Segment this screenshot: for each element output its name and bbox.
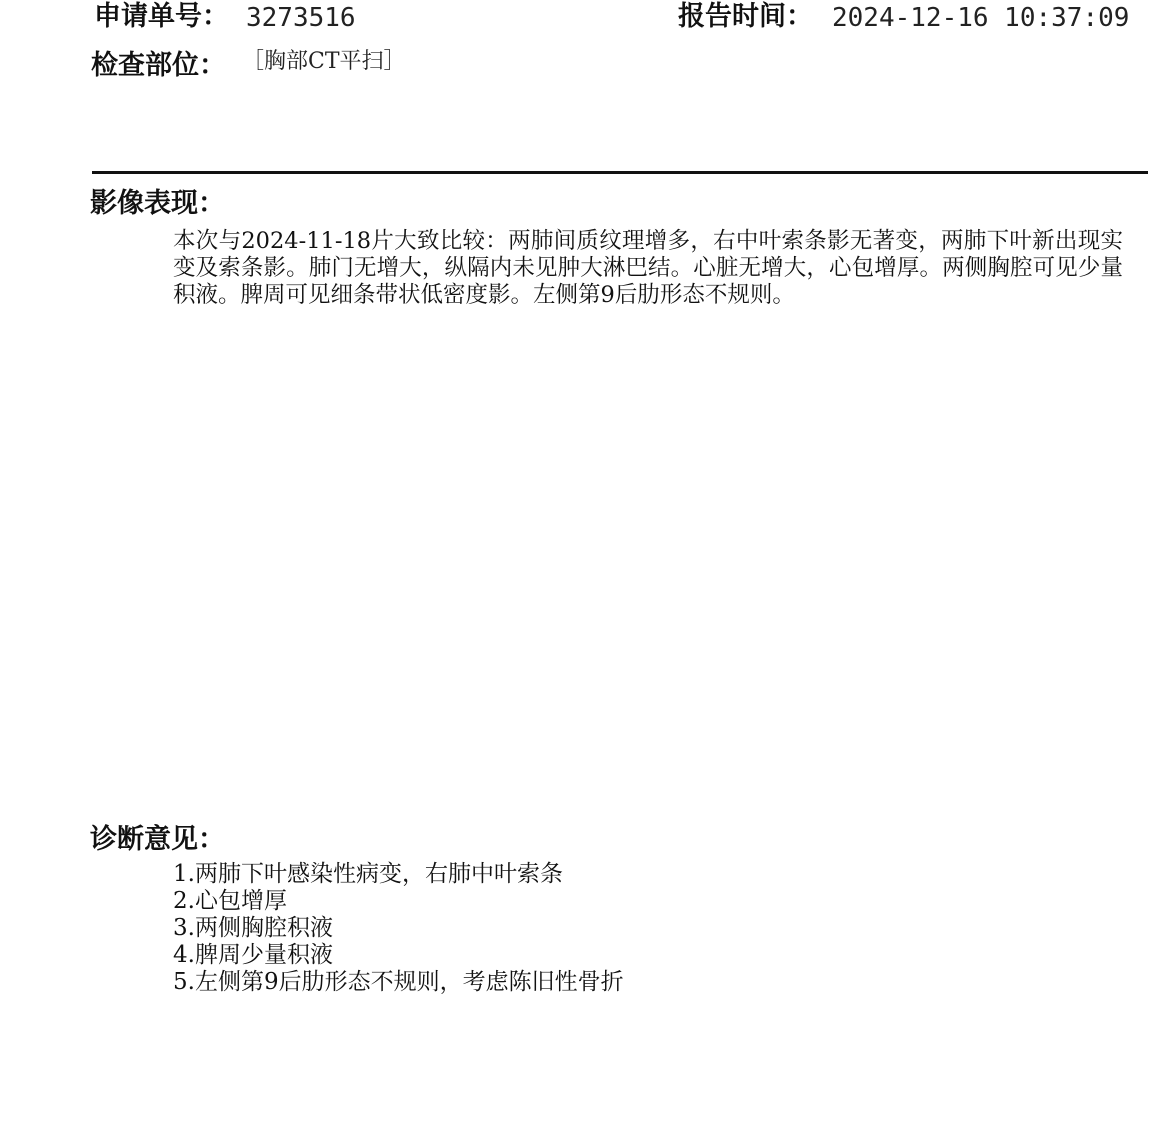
application-number-value: 3273516 [246,3,356,33]
header-divider [92,171,1148,174]
diagnosis-item-5: 5.左侧第9后肋形态不规则，考虑陈旧性骨折 [173,969,624,995]
diagnosis-item-1: 1.两肺下叶感染性病变，右肺中叶索条 [173,861,563,887]
findings-text: 本次与2024-11-18片大致比较：两肺间质纹理增多，右中叶索条影无著变，两肺下叶新出现实变及索条影。肺门无增大，纵隔内未见肿大淋巴结。心脏无增大，心包增厚。两侧胸腔可见少量积液。脾周可见细条带状低密度影。左侧第9后肋形态不规则。 [173,228,1123,308]
diagnosis-item-3: 3.两侧胸腔积液 [173,915,333,941]
diagnosis-item-2: 2.心包增厚 [173,888,287,914]
diagnosis-list [173,861,624,996]
diagnosis-title: 诊断意见： [90,824,225,855]
findings-title: 影像表现： [90,188,225,219]
report-time-label: 报告时间： [678,1,813,32]
report-time-value: 2024-12-16 10:37:09 [832,3,1130,33]
diagnosis-item-4: 4.脾周少量积液 [173,942,333,968]
exam-site-value: ［胸部CT平扫］ [242,49,406,74]
exam-site-label: 检查部位： [91,50,226,81]
application-number-label: 申请单号： [94,1,229,32]
